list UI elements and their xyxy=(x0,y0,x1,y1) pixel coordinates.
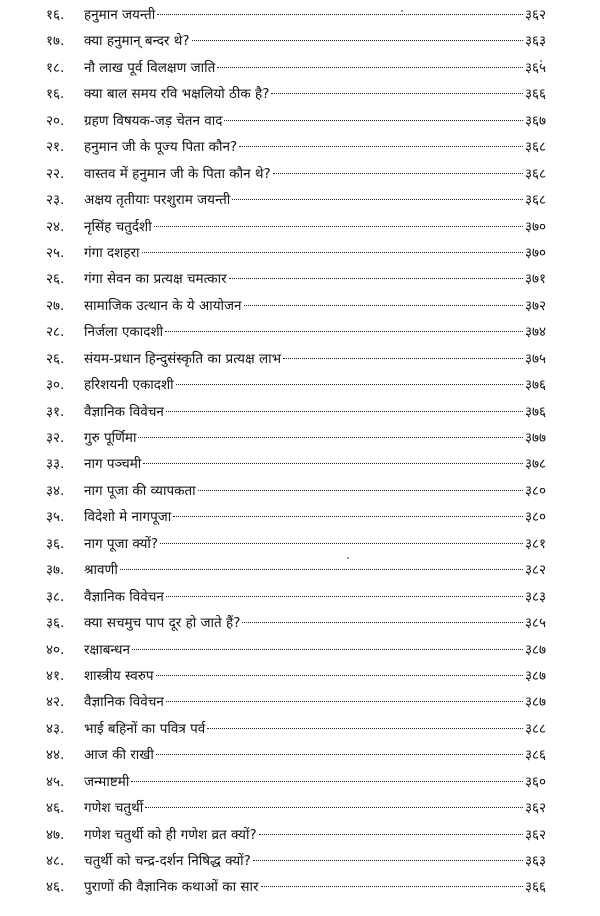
toc-entry-page: ३७२ xyxy=(524,297,546,314)
toc-entry xyxy=(46,663,546,689)
toc-entry-page: ३६० xyxy=(524,773,546,790)
toc-entry-number: ४८. xyxy=(46,853,65,869)
toc-entry-title: वैज्ञानिक विवेचन xyxy=(84,694,164,711)
toc-entry-number: ३४. xyxy=(46,482,65,499)
toc-entry-title: गुरु पूर्णिमा xyxy=(84,430,137,446)
toc-entry xyxy=(46,346,546,372)
toc-entry-title: गंगा सेवन का प्रत्यक्ष चमत्कार xyxy=(84,271,227,288)
toc-entry xyxy=(46,742,546,768)
toc-entry-page: ३६८ xyxy=(524,192,546,209)
toc-entry xyxy=(46,848,546,874)
toc-entry-page: ३६२ xyxy=(524,826,546,843)
toc-entry-page: ३८७ xyxy=(524,667,546,684)
toc-entry-title: क्या हनुमान् बन्दर थे? xyxy=(84,33,190,50)
dot-leader xyxy=(239,146,523,147)
toc-entry-title: नाग पूजा की व्यापकता xyxy=(84,482,196,499)
dot-leader xyxy=(259,834,523,835)
toc-entry xyxy=(46,161,546,187)
toc-entry-page: ३६५ xyxy=(524,59,546,76)
dot-leader xyxy=(261,886,523,887)
toc-entry-title: पुराणों की वैज्ञानिक कथाओं का सार xyxy=(84,879,259,896)
toc-entry xyxy=(46,795,546,821)
dot-leader xyxy=(217,67,523,68)
dot-leader xyxy=(242,622,523,623)
toc-entry-title: हरिशयनी एकादशी xyxy=(84,377,174,394)
toc-entry-title: गणेश चतुर्थी को ही गणेश व्रत क्यों? xyxy=(84,826,257,843)
dot-leader xyxy=(176,384,523,385)
dot-leader xyxy=(131,781,523,782)
toc-entry xyxy=(46,55,546,81)
toc-entry-page: ३७७ xyxy=(524,430,546,446)
dot-leader xyxy=(283,358,523,359)
dot-leader xyxy=(271,93,523,94)
toc-entry xyxy=(46,557,546,583)
toc-entry-page: ३८५ xyxy=(524,615,546,632)
toc-entry-title: वैज्ञानिक विवेचन xyxy=(84,403,164,420)
toc-entry-number: ४४. xyxy=(46,747,65,764)
toc-entry-page: ३६८ xyxy=(524,139,546,156)
toc-entry xyxy=(46,874,546,900)
toc-entry xyxy=(46,293,546,319)
toc-entry-page: ३७८ xyxy=(524,456,546,473)
toc-entry-title: गणेश चतुर्थी xyxy=(84,800,144,817)
toc-entry-page: ३६२ xyxy=(524,800,546,817)
toc-entry-page: ३८७ xyxy=(524,694,546,711)
toc-entry-page: ३६३ xyxy=(524,853,546,869)
toc-entry-number: ४०. xyxy=(46,641,65,658)
dot-leader xyxy=(253,860,523,861)
toc-entry xyxy=(46,108,546,134)
toc-entry xyxy=(46,425,546,451)
toc-entry-title: अक्षय तृतीयाः परशुराम जयन्ती xyxy=(84,192,231,209)
toc-entry xyxy=(46,716,546,742)
toc-entry xyxy=(46,214,546,240)
toc-entry-number: ३५. xyxy=(46,509,65,526)
dot-leader xyxy=(143,463,523,464)
toc-entry-title: नृसिंह चतुर्दशी xyxy=(84,218,152,235)
toc-entry-page: ३७६ xyxy=(524,377,546,394)
toc-entry-page: ३६६ xyxy=(524,879,546,896)
dot-leader xyxy=(224,120,522,121)
toc-entry-number: २७. xyxy=(46,297,65,314)
toc-entry-title: नाग पूजा क्यों? xyxy=(84,535,159,552)
toc-entry xyxy=(46,451,546,477)
dot-leader xyxy=(244,305,523,306)
dot-leader xyxy=(145,807,523,808)
toc-entry-title: गंगा दशहरा xyxy=(84,244,140,261)
toc-entry-page: ३८७ xyxy=(524,641,546,658)
toc-entry xyxy=(46,610,546,636)
toc-entry-number: २३. xyxy=(46,192,65,209)
toc-entry xyxy=(46,2,546,28)
toc-entry-title: हनुमान जयन्ती xyxy=(84,7,156,23)
toc-entry-page: ३८३ xyxy=(524,588,546,605)
dot-leader xyxy=(173,516,523,517)
toc-entry xyxy=(46,822,546,848)
toc-entry-title: नाग पञ्चमी xyxy=(84,456,142,473)
toc-entry-number: ३१. xyxy=(46,403,65,420)
dot-leader xyxy=(142,252,523,253)
toc-entry-page: ३७६ xyxy=(524,403,546,420)
toc-entry xyxy=(46,769,546,795)
toc-entry-title: भाई बहिनों का पवित्र पर्व xyxy=(84,720,206,737)
toc-entry-number: ३६. xyxy=(46,535,65,552)
toc-entry-title: सामाजिक उत्थान के ये आयोजन xyxy=(84,297,242,314)
toc-entry-title: क्या सचमुच पाप दूर हो जाते हैं? xyxy=(84,615,241,632)
toc-entry xyxy=(46,319,546,345)
toc-entry-title: निर्जला एकादशी xyxy=(84,324,164,341)
toc-entry-page: ३८६ xyxy=(524,747,546,764)
dot-leader xyxy=(229,278,523,279)
toc-entry-title: जन्माष्टमी xyxy=(84,773,130,790)
toc-entry xyxy=(46,81,546,107)
toc-entry xyxy=(46,399,546,425)
toc-entry-number: ४७. xyxy=(46,826,65,843)
dot-leader xyxy=(166,701,523,702)
toc-entry-page: ३७४ xyxy=(524,324,546,341)
dot-leader xyxy=(160,543,523,544)
toc-entry xyxy=(46,240,546,266)
toc-entry-page: ३७० xyxy=(524,218,546,235)
toc-entry xyxy=(46,187,546,213)
toc-entry-number: ३७. xyxy=(46,562,65,579)
toc-entry-number: १८. xyxy=(46,59,65,76)
toc-entry-number: २६. xyxy=(46,271,65,288)
toc-entry-number: १७. xyxy=(46,33,65,50)
toc-entry-page: ३६७ xyxy=(524,112,546,129)
dot-leader xyxy=(166,596,523,597)
toc-entry-page: ३८८ xyxy=(524,720,546,737)
toc-entry-number: २०. xyxy=(46,112,65,129)
toc-entry-number: २५. xyxy=(46,244,65,261)
toc-entry-page: ३७१ xyxy=(524,271,546,288)
toc-entry-title: संयम-प्रधान हिन्दुसंस्कृति का प्रत्यक्ष लाभ xyxy=(84,350,282,367)
toc-entry-page: ३७५ xyxy=(524,350,546,367)
toc-entry-title: चतुर्थी को चन्द्र-दर्शन निषिद्ध क्यों? xyxy=(84,853,251,869)
toc-entry-number: ४५. xyxy=(46,773,65,790)
toc-entry-page: ३७० xyxy=(524,244,546,261)
toc-entry xyxy=(46,531,546,557)
toc-entry-title: वास्तव में हनुमान जी के पिता कौन थे? xyxy=(84,165,271,182)
toc-entry-title: हनुमान जी के पूज्य पिता कौन? xyxy=(84,139,238,156)
toc-entry-number: ४६. xyxy=(46,879,65,896)
toc-entry-title: ग्रहण विषयक-जड़ चेतन वाद xyxy=(84,112,223,129)
dot-leader xyxy=(207,728,523,729)
toc-entry-title: श्रावणी xyxy=(84,562,118,579)
dot-leader xyxy=(120,569,523,570)
toc-entry xyxy=(46,478,546,504)
table-of-contents xyxy=(46,2,546,901)
toc-entry xyxy=(46,584,546,610)
dot-leader xyxy=(138,437,522,438)
toc-entry-number: ३८. xyxy=(46,588,65,605)
toc-entry-page: ३८१ xyxy=(524,535,546,552)
toc-entry xyxy=(46,28,546,54)
toc-entry-number: ३६. xyxy=(46,615,65,632)
toc-entry-number: १६. xyxy=(46,7,65,23)
toc-entry-page: ३८० xyxy=(524,482,546,499)
toc-entry-number: ४३. xyxy=(46,720,65,737)
toc-entry-page: ३६३ xyxy=(524,33,546,50)
dot-leader xyxy=(154,226,523,227)
toc-entry-number: २८. xyxy=(46,324,65,341)
toc-entry-title: आज की राखी xyxy=(84,747,154,764)
toc-entry-title: रक्षाबन्धन xyxy=(84,641,130,658)
toc-entry-number: ४२. xyxy=(46,694,65,711)
toc-entry-title: नौ लाख पूर्व विलक्षण जाति xyxy=(84,59,216,76)
dot-leader xyxy=(132,649,523,650)
toc-entry xyxy=(46,372,546,398)
toc-entry-number: २४. xyxy=(46,218,65,235)
toc-entry-number: २२. xyxy=(46,165,65,182)
dot-leader xyxy=(192,40,523,41)
toc-entry-number: ४६. xyxy=(46,800,65,817)
toc-entry-page: ३६६ xyxy=(524,86,546,103)
dot-leader xyxy=(156,754,523,755)
toc-entry-title: वैज्ञानिक विवेचन xyxy=(84,588,164,605)
toc-entry-number: ३२. xyxy=(46,430,65,446)
dot-leader xyxy=(198,490,523,491)
toc-entry-number: २१. xyxy=(46,139,65,156)
dot-leader xyxy=(232,199,523,200)
toc-entry-number: ४१. xyxy=(46,667,65,684)
dot-leader xyxy=(156,675,523,676)
dot-leader xyxy=(166,411,523,412)
toc-entry xyxy=(46,266,546,292)
toc-entry-page: ३८२ xyxy=(524,562,546,579)
toc-entry-number: २६. xyxy=(46,350,65,367)
toc-entry xyxy=(46,134,546,160)
toc-entry-title: विदेशो मे नागपूजा xyxy=(84,509,172,526)
toc-entry-title: क्या बाल समय रवि भक्षलियो ठीक है? xyxy=(84,86,270,103)
toc-entry-page: ३६८ xyxy=(524,165,546,182)
toc-entry-number: ३३. xyxy=(46,456,65,473)
toc-entry xyxy=(46,504,546,530)
dot-leader xyxy=(157,14,523,15)
toc-entry xyxy=(46,637,546,663)
toc-entry-number: १६. xyxy=(46,86,65,103)
dot-leader xyxy=(165,331,523,332)
toc-entry-page: ३८० xyxy=(524,509,546,526)
toc-entry-title: शास्त्रीय स्वरुप xyxy=(84,667,154,684)
toc-entry xyxy=(46,689,546,715)
toc-entry-number: ३०. xyxy=(46,377,65,394)
toc-entry-page: ३६२ xyxy=(524,7,546,23)
dot-leader xyxy=(273,173,523,174)
